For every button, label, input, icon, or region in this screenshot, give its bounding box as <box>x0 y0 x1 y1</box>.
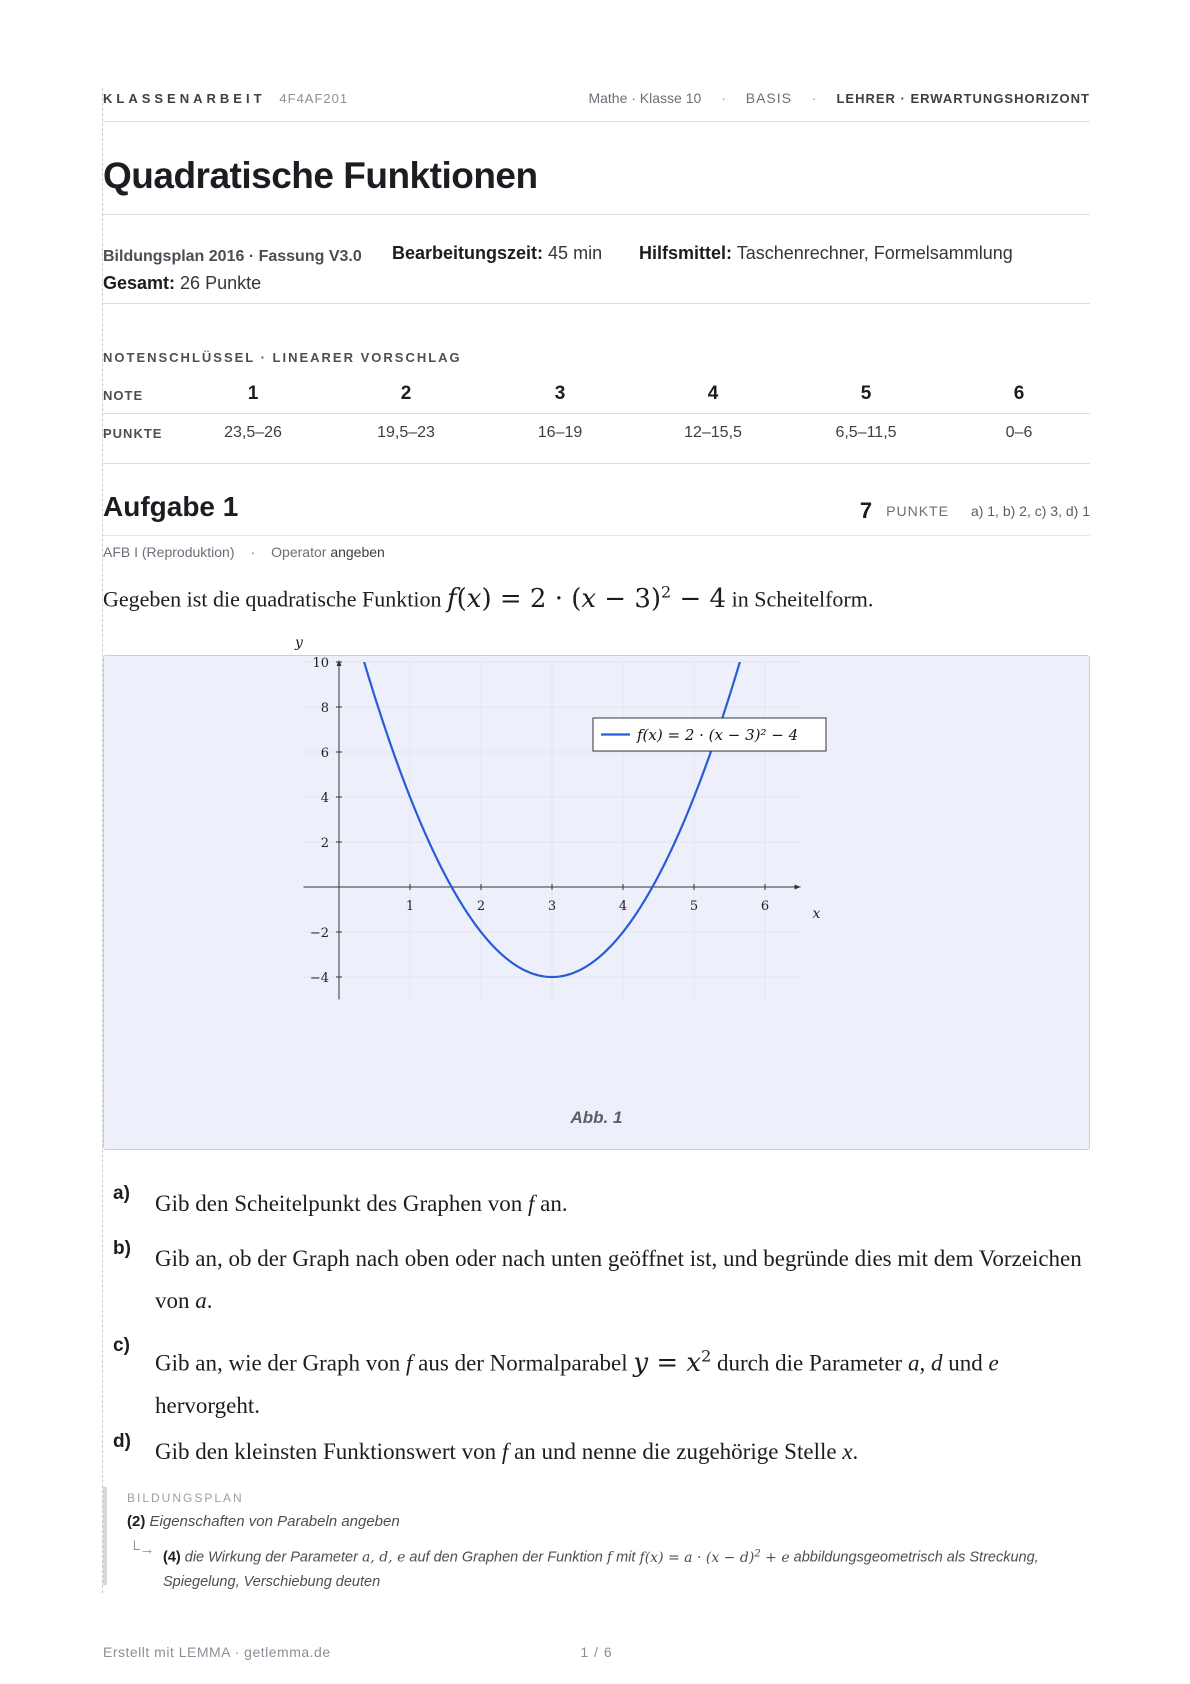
afb-separator: · <box>250 544 256 560</box>
grade-row <box>103 380 1090 410</box>
text-part: Gib an, ob der Graph nach oben oder nach unten geöffnet ist, und begründe dies mit dem Vorzeichen von <box>155 1246 1082 1313</box>
text-part: an und nenne die zugehörige Stelle <box>514 1439 837 1464</box>
text-part: auf den Graphen der Funktion <box>409 1549 603 1566</box>
points-row <box>103 418 1090 448</box>
subtask-letter: c) <box>113 1335 130 1356</box>
math-var: f <box>406 1350 413 1376</box>
grading-heading: NOTENSCHLÜSSEL · LINEARER VORSCHLAG <box>103 350 462 365</box>
x-tick-label: 1 <box>405 899 415 914</box>
task-afb <box>103 544 385 560</box>
divider <box>103 303 1090 304</box>
math-var: f <box>501 1439 509 1464</box>
function-plot <box>104 635 1089 1149</box>
math-var: e <box>988 1350 999 1376</box>
text-part: an. <box>540 1191 568 1216</box>
subtask-letter: d) <box>113 1431 131 1452</box>
page-number: 1 / 6 <box>580 1644 613 1660</box>
y-tick-label: 8 <box>320 701 329 716</box>
divider <box>103 463 1090 464</box>
x-tick-label: 6 <box>760 899 770 914</box>
general-form-math: $f(x) = a \cdot (x - d)^2 + e$ <box>639 1548 790 1566</box>
divider <box>103 413 1090 414</box>
x-axis-label: x <box>812 906 821 922</box>
y-tick-label: 2 <box>320 836 329 851</box>
points-range-cell: 0–6 <box>1005 424 1033 441</box>
math-var: x <box>842 1439 853 1464</box>
operator-label: Operator <box>271 544 327 560</box>
points-range-cell: 12–15,5 <box>684 424 742 441</box>
y-tick-label: 4 <box>320 791 329 806</box>
x-tick-label: 5 <box>689 899 699 914</box>
math-var: d <box>930 1350 943 1376</box>
subtask-text <box>155 1238 1090 1322</box>
text-part: . <box>852 1439 859 1464</box>
params-math: a, d, e <box>361 1549 406 1566</box>
text-part: mit <box>616 1549 636 1566</box>
operator-value: angeben <box>330 544 385 560</box>
math-var: f <box>528 1191 535 1216</box>
task-points <box>860 498 1090 524</box>
subtask-text <box>155 1431 1090 1473</box>
subtask-letter: a) <box>113 1183 130 1204</box>
header-level: BASIS <box>745 90 792 106</box>
y-axis-label: y <box>295 635 303 651</box>
func-var-math: f <box>606 1549 613 1566</box>
x-tick-label: 3 <box>547 899 557 914</box>
bildungsplan-box <box>103 1487 1094 1590</box>
points-range-cell: 23,5–26 <box>224 424 282 441</box>
task-points-label: PUNKTE <box>886 503 949 519</box>
header-separator: · <box>811 90 817 106</box>
text-part: Gib an, wie der Graph von <box>155 1350 401 1376</box>
intro-text: Gegeben ist die quadratische Funktion <box>103 586 442 612</box>
header-role: LEHRER · ERWARTUNGSHORIZONT <box>836 91 1090 106</box>
page-title: Quadratische Funktionen <box>103 155 538 196</box>
subtask-letter: b) <box>113 1238 131 1259</box>
bildungsplan-item <box>127 1513 400 1530</box>
points-range-cell: 19,5–23 <box>377 424 435 441</box>
normal-parabola-formula: $y = x^2$ <box>633 1346 712 1378</box>
divider <box>103 121 1090 122</box>
bildungsplan-version: Bildungsplan 2016 · Fassung V3.0 <box>103 248 362 265</box>
points-range-cell: 6,5–11,5 <box>835 424 897 441</box>
text-part: und <box>948 1350 983 1376</box>
task-intro <box>103 582 873 614</box>
footer-credit: Erstellt mit LEMMA · getlemma.de <box>103 1644 331 1660</box>
page-header <box>103 90 1090 112</box>
total-label: Gesamt: <box>103 273 176 293</box>
math-var: a <box>907 1350 920 1376</box>
divider <box>103 214 1090 215</box>
text-part: die Wirkung der Parameter <box>184 1549 358 1566</box>
text-part: Gib den kleinsten Funktionswert von <box>155 1439 497 1464</box>
y-axis-arrow-icon <box>337 660 342 666</box>
points-range-cell: 16–19 <box>537 424 583 441</box>
figure-box <box>103 635 1090 1150</box>
subitem-number: (4) <box>163 1549 181 1566</box>
header-code: 4F4AF201 <box>279 91 349 106</box>
grade-cell: 6 <box>1013 383 1025 404</box>
header-subject: Mathe · Klasse 10 <box>588 90 702 106</box>
y-tick-label: 6 <box>320 746 329 761</box>
grade-row-label: NOTE <box>103 388 144 403</box>
divider <box>103 535 1090 536</box>
text-part: aus der Normalparabel <box>418 1350 628 1376</box>
task-points-number: 7 <box>859 498 873 523</box>
y-tick-label: −2 <box>309 926 329 941</box>
text-part: . <box>206 1288 213 1313</box>
grade-cell: 2 <box>400 383 412 404</box>
grade-cell: 4 <box>707 383 719 404</box>
text-part: abbildungsgeometrisch als Streckung, Spiegelung, Verschiebung deuten <box>163 1549 1039 1590</box>
grade-cell: 1 <box>247 383 259 404</box>
x-tick-label: 4 <box>618 899 628 914</box>
item-number: (2) <box>127 1513 146 1530</box>
x-axis-arrow-icon <box>795 885 801 890</box>
y-tick-label: 10 <box>312 656 329 671</box>
time-label: Bearbeitungszeit: <box>392 243 544 263</box>
grade-cell: 3 <box>554 383 566 404</box>
y-tick-label: −4 <box>309 971 329 986</box>
text-part: hervorgeht. <box>155 1392 260 1418</box>
task-title: Aufgabe 1 <box>103 491 239 522</box>
text-part: , <box>919 1350 926 1376</box>
subtask-text <box>155 1335 1090 1427</box>
sub-arrow-icon: └→ <box>129 1541 155 1558</box>
aids-value: Taschenrechner, Formelsammlung <box>736 243 1013 263</box>
bildungsplan-subitem <box>163 1542 1083 1594</box>
points-row-label: PUNKTE <box>103 426 163 441</box>
bildungsplan-heading: BILDUNGSPLAN <box>127 1491 244 1505</box>
header-separator: · <box>721 90 726 106</box>
item-text: Eigenschaften von Parabeln angeben <box>149 1513 400 1530</box>
legend-label: f(x) = 2 · (x − 3)² − 4 <box>637 726 799 744</box>
grade-cell: 5 <box>860 383 872 404</box>
figure-caption: Abb. 1 <box>570 1108 623 1127</box>
text-part: Gib den Scheitelpunkt des Graphen von <box>155 1191 523 1216</box>
function-formula: $f(x) = 2 \cdot (x - 3)^2 - 4$ <box>446 582 727 614</box>
text-part: durch die Parameter <box>717 1350 903 1376</box>
subtask-text <box>155 1183 1090 1225</box>
aids-label: Hilfsmittel: <box>639 243 733 263</box>
time-value: 45 min <box>548 243 603 263</box>
header-label: KLASSENARBEIT <box>103 91 266 106</box>
intro-text: in Scheitelform. <box>731 586 874 612</box>
math-var: a <box>195 1288 207 1313</box>
x-tick-label: 2 <box>476 899 486 914</box>
afb-level: AFB I (Reproduktion) <box>103 544 235 560</box>
task-points-distribution: a) 1, b) 2, c) 3, d) 1 <box>970 503 1090 519</box>
total-value: 26 Punkte <box>180 273 262 293</box>
